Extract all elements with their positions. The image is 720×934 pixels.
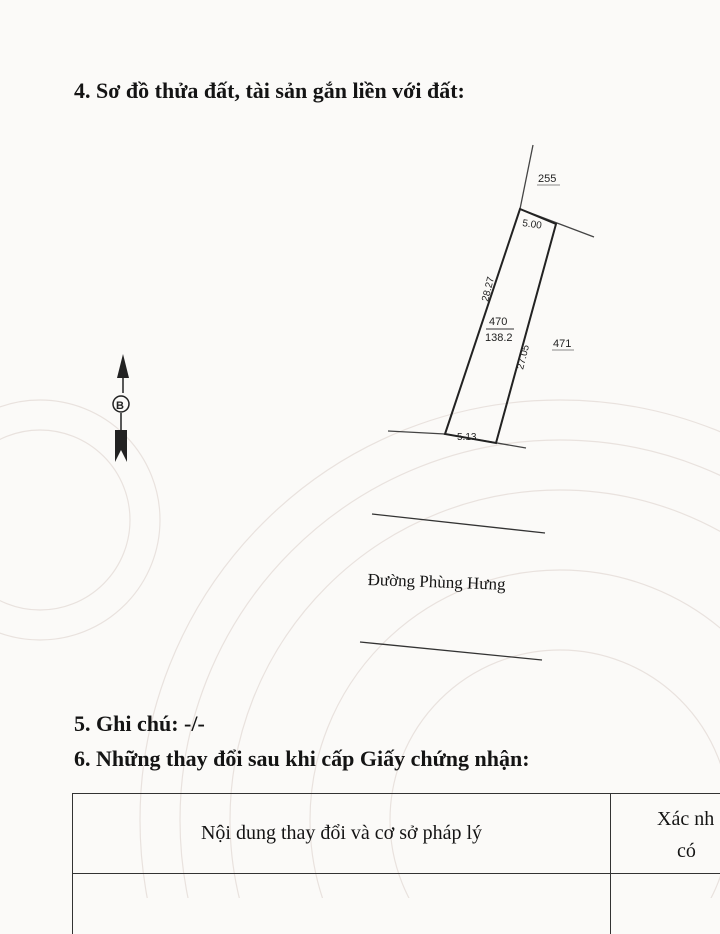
section-5-heading: 5. Ghi chú: -/- (74, 711, 205, 736)
changes-table (72, 793, 720, 934)
neighbor-north-label: 255 (538, 173, 557, 185)
section-6-heading: 6. Những thay đổi sau khi cấp Giấy chứng nhận: (74, 746, 530, 771)
edge-bottom-length: 5.13 (457, 432, 477, 443)
table-header-confirmation (611, 794, 720, 874)
neighbor-east-label: 471 (553, 338, 572, 350)
north-arrow-icon (113, 354, 129, 462)
road-name-label: Đường Phùng Hưng (367, 570, 506, 594)
table-header-content-label: Nội dung thay đổi và cơ sở pháp lý (200, 822, 483, 844)
edge-right-length: 27.05 (515, 343, 532, 371)
edge-top-length: 5.00 (521, 218, 543, 232)
table-header-confirmation-line1: Xác nh (657, 808, 715, 830)
parcel-number: 470 (489, 316, 508, 328)
edge-left-length: 28.27 (480, 275, 497, 303)
boundary-line-bottom-left (388, 431, 445, 434)
section-4-heading: 4. Sơ đồ thửa đất, tài sản gắn liền với đất: (74, 78, 465, 103)
north-arrow-letter: B (116, 400, 124, 412)
road-edge-line-lower (360, 642, 542, 660)
road-edge-line-upper (372, 514, 545, 533)
table-header-content (73, 794, 611, 874)
table-row (73, 874, 611, 934)
table-header-confirmation-line2: có (677, 840, 696, 862)
boundary-line-north (520, 145, 533, 209)
parcel-area: 138.2 (485, 332, 513, 344)
